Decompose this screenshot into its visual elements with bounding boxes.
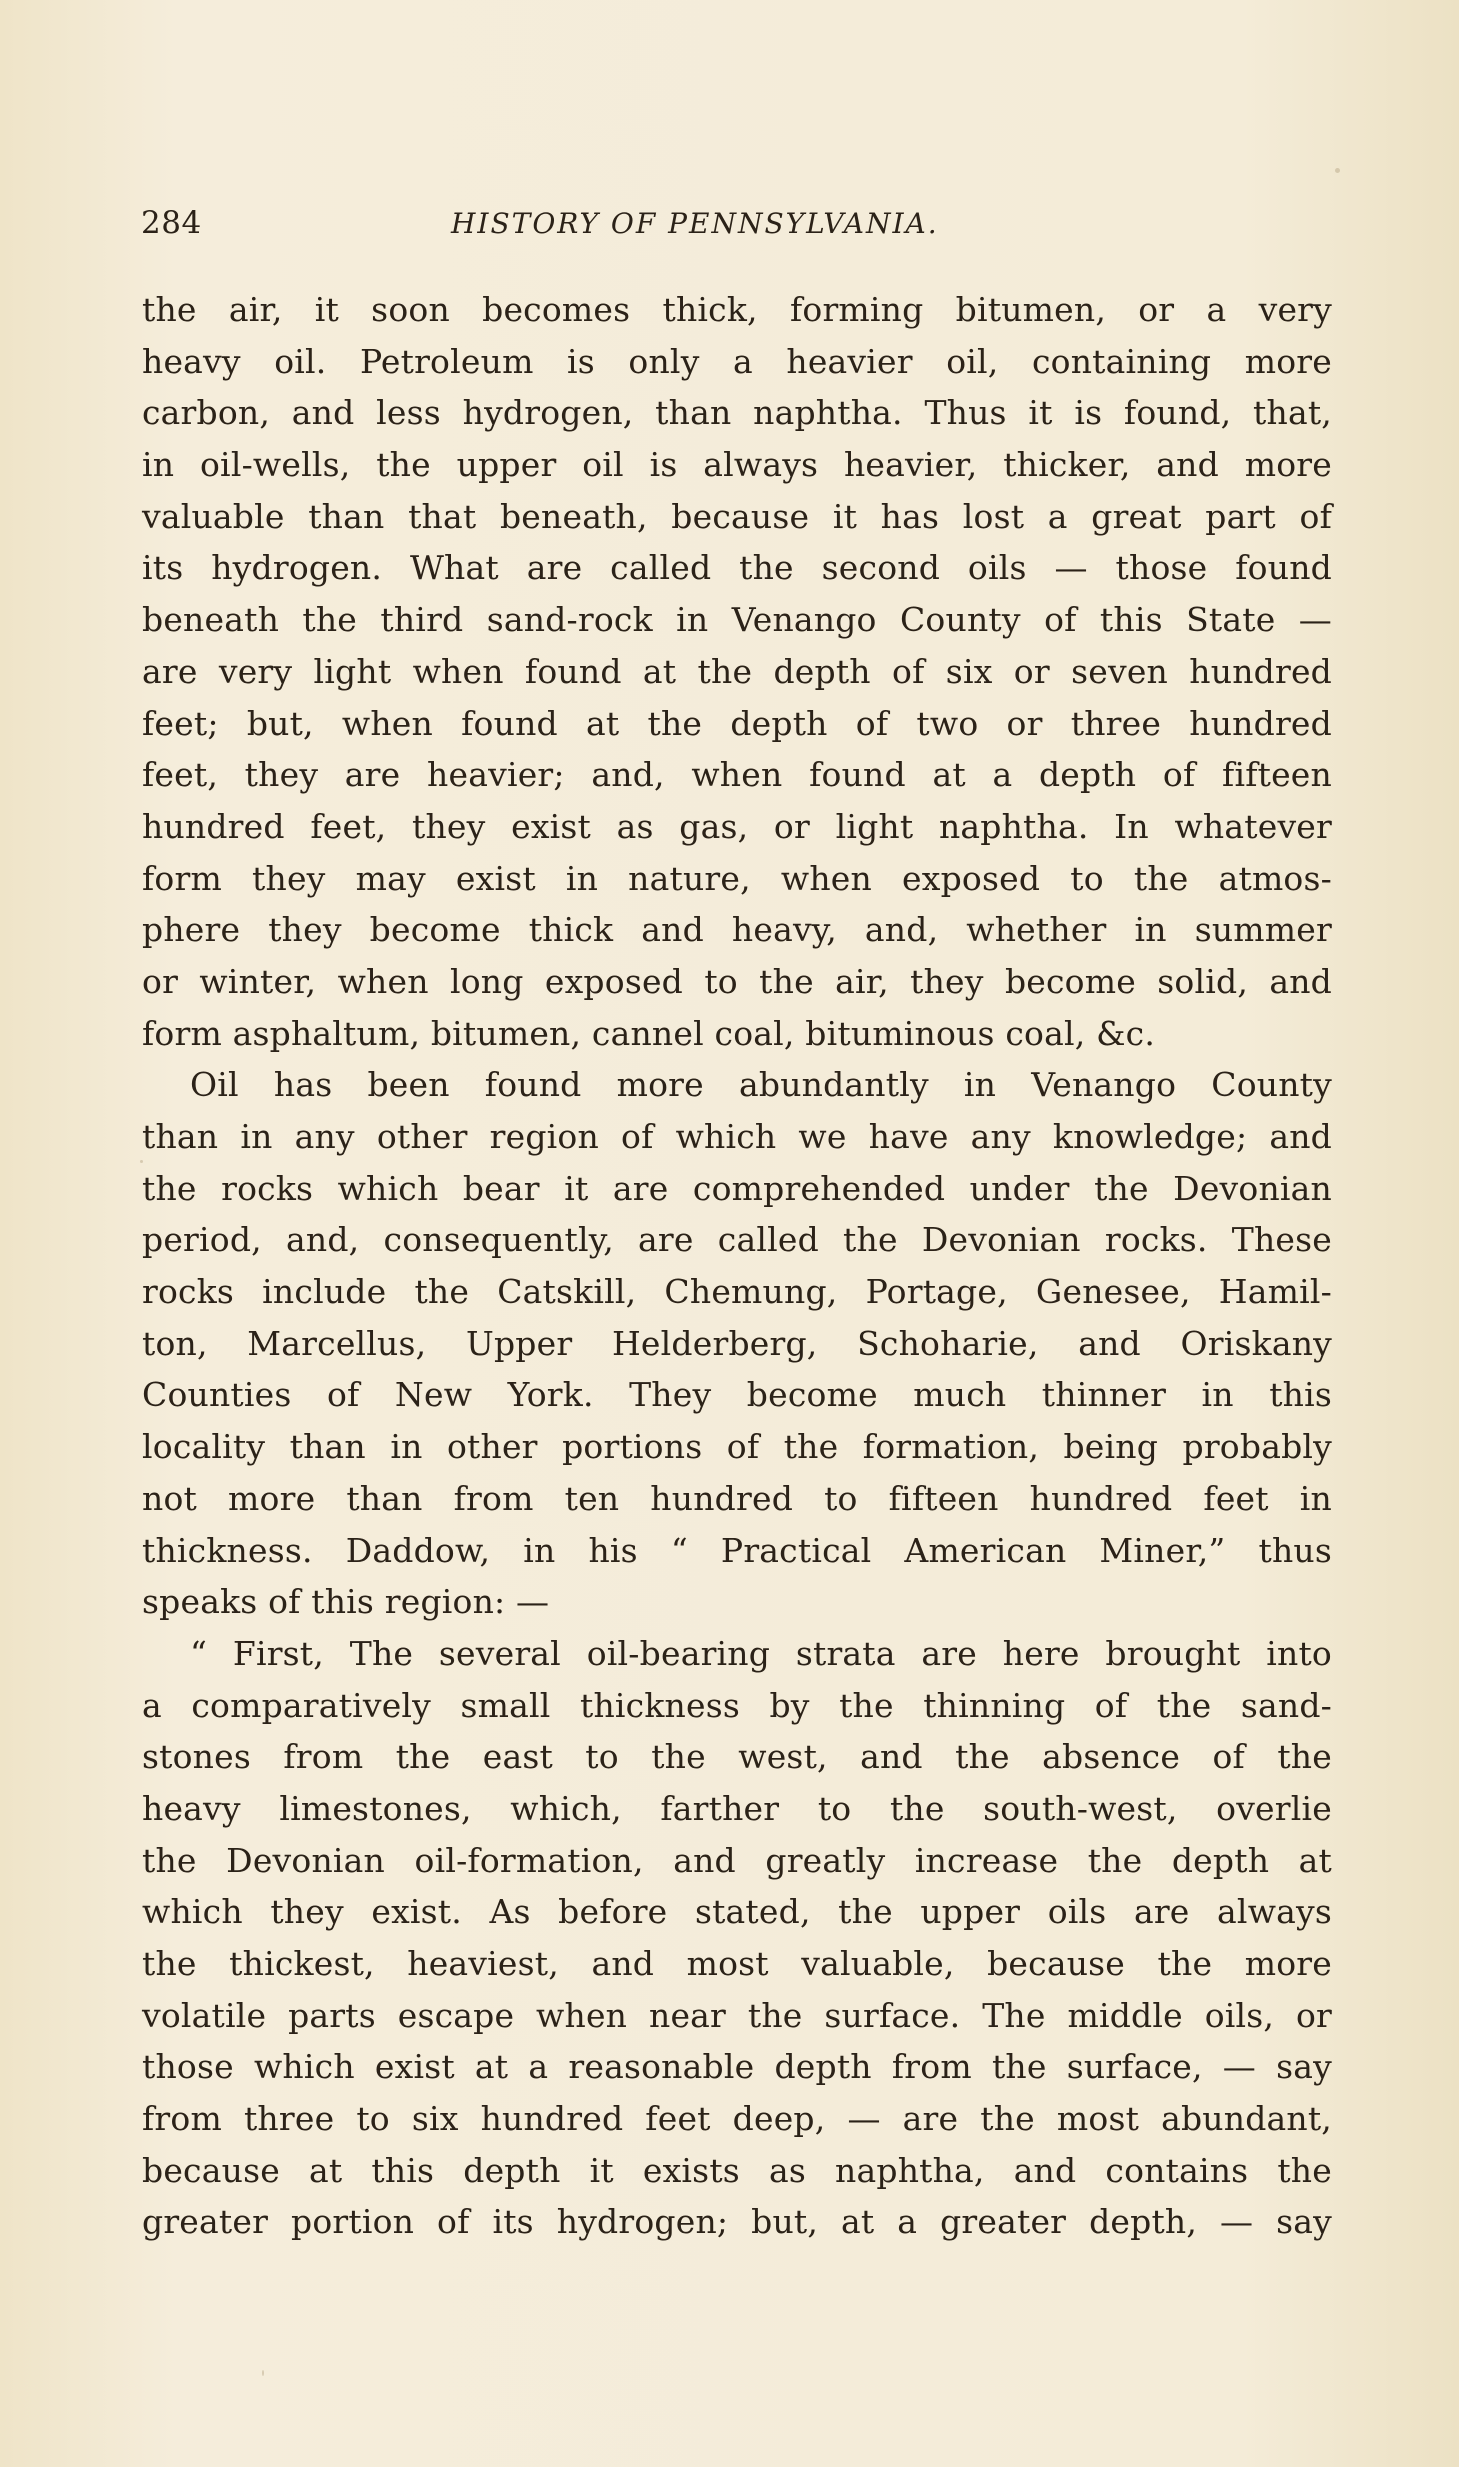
text-line: speaks of this region: — [142, 1582, 550, 1622]
text-line: carbon, and less hydrogen, than naphtha. Thus it is found, that, [142, 393, 1332, 433]
text-line: the air, it soon becomes thick, forming bitumen, or a very [142, 290, 1332, 329]
text-line: ton, Marcellus, Upper Helderberg, Schoharie, and Oriskany [142, 1323, 1332, 1363]
text-line: because at this depth it exists as naphtha, and contains the [142, 2150, 1332, 2190]
paper-speck [1335, 168, 1340, 173]
text-line: the thickest, heaviest, and most valuable, because the more [142, 1944, 1332, 1983]
paper-speck [140, 1160, 143, 1163]
text-line: thickness. Daddow, in his “ Practical American Miner,” thus [142, 1530, 1332, 1570]
text-line: beneath the third sand-rock in Venango County of this State — [142, 600, 1332, 640]
text-line: are very light when found at the depth of six or seven hundred [142, 651, 1332, 691]
text-line: a comparatively small thickness by the thinning of the sand- [142, 1685, 1332, 1725]
text-line: heavy limestones, which, farther to the south-west, overlie [142, 1788, 1332, 1828]
text-line: in oil-wells, the upper oil is always heavier, thicker, and more [142, 445, 1332, 485]
text-line: from three to six hundred feet deep, — are the most abundant, [142, 2099, 1332, 2139]
paper-speck [262, 2370, 264, 2376]
text-line: greater portion of its hydrogen; but, at a greater depth, — say [142, 2202, 1332, 2242]
text-line: stones from the east to the west, and the absence of the [142, 1737, 1332, 1777]
text-line: which they exist. As before stated, the upper oils are always [142, 1892, 1332, 1932]
text-line: or winter, when long exposed to the air, they become solid, and [142, 961, 1332, 1001]
text-line: Counties of New York. They become much thinner in this [142, 1375, 1332, 1415]
page-header [141, 205, 1161, 257]
text-line: locality than in other portions of the formation, being probably [142, 1427, 1332, 1467]
text-line: those which exist at a reasonable depth from the surface, — say [142, 2047, 1332, 2087]
page-number: 284 [141, 205, 202, 241]
text-line: not more than from ten hundred to fifteen hundred feet in [142, 1478, 1332, 1518]
text-line: heavy oil. Petroleum is only a heavier oil, containing more [142, 341, 1332, 381]
quote-start-line: “ First, The several oil-bearing strata are here brought into [190, 1633, 1332, 1673]
paragraph-start-line: Oil has been found more abundantly in Venango County [190, 1065, 1332, 1105]
text-line: rocks include the Catskill, Chemung, Portage, Genesee, Hamil- [142, 1272, 1332, 1312]
text-line: form they may exist in nature, when exposed to the atmos- [142, 858, 1332, 898]
text-line: phere they become thick and heavy, and, whether in summer [142, 910, 1332, 950]
text-line: valuable than that beneath, because it has lost a great part of [142, 496, 1332, 536]
text-line: period, and, consequently, are called the Devonian rocks. These [142, 1220, 1332, 1260]
body-text [142, 284, 1332, 2248]
text-line: form asphaltum, bitumen, cannel coal, bituminous coal, &c. [142, 1013, 1156, 1053]
text-line: feet, they are heavier; and, when found at a depth of fifteen [142, 755, 1332, 795]
running-head: HISTORY OF PENNSYLVANIA. [451, 207, 939, 240]
text-line: hundred feet, they exist as gas, or light naphtha. In whatever [142, 806, 1332, 846]
text-line: than in any other region of which we have any knowledge; and [142, 1117, 1332, 1156]
text-line: the Devonian oil-formation, and greatly increase the depth at [142, 1840, 1332, 1880]
text-line: feet; but, when found at the depth of two or three hundred [142, 703, 1332, 743]
text-line: the rocks which bear it are comprehended under the Devonian [142, 1168, 1332, 1208]
text-line: its hydrogen. What are called the second oils — those found [142, 548, 1332, 588]
text-line: volatile parts escape when near the surface. The middle oils, or [142, 1995, 1332, 2035]
